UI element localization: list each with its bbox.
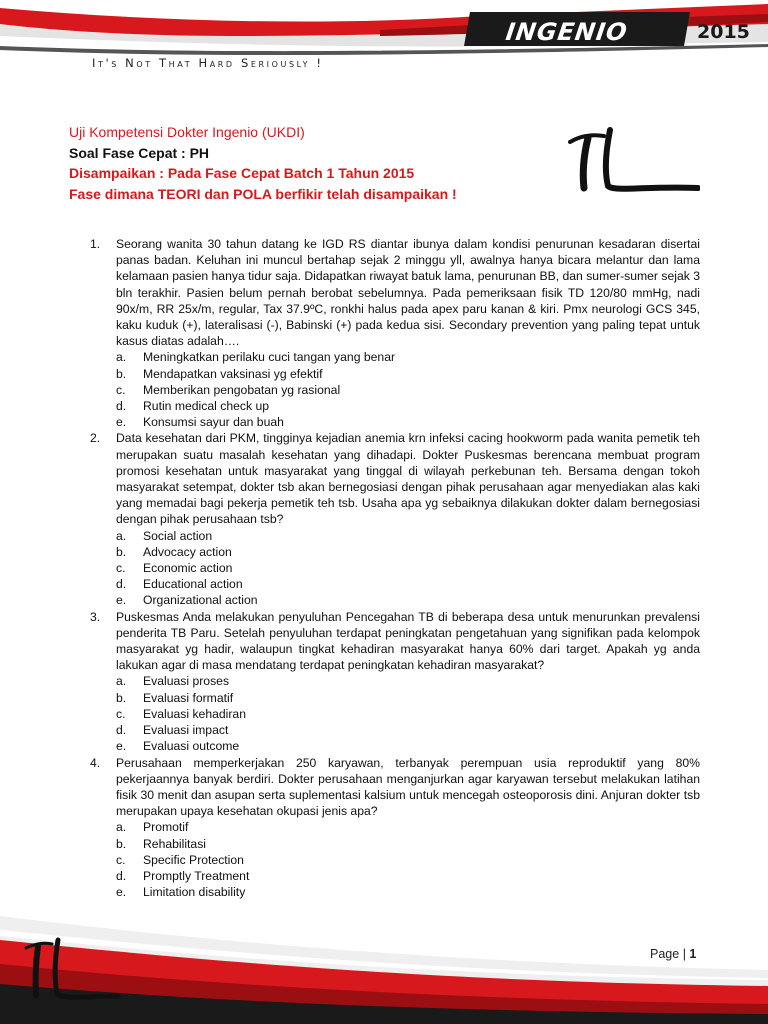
question-4 [90,755,700,901]
option-text: Promotif [143,820,189,835]
answer-options [116,349,700,430]
question-text: Data kesehatan dari PKM, tingginya kejadian anemia krn infeksi cacing hookworm pada wanita pemetik teh merupakan suatu masalah kesehatan yang dihadapi. Dokter Puskesmas berencana membuat program promosi kesehatan untuk masyarakat yang tinggal di wilayah perkebunan teh. Bersama dengan tokoh masyarakat setempat, dokter tsb akan bernegosiasi dengan pihak perusahaan agar menyediakan alas kaki yang memadai bagi pekerja pemetik teh tsb. Usaha apa yg sebaiknya dilakukan dokter dalam bernegosiasi dengan pihak perusahaan tsb? [116,431,700,527]
answer-option [116,414,700,430]
answer-option [116,706,700,722]
answer-option [116,576,700,592]
option-text: Social action [143,528,213,543]
answer-option [116,382,700,398]
option-text: Evaluasi outcome [143,739,240,754]
question-number: 1. [90,237,101,251]
option-text: Educational action [143,577,243,592]
option-letter: b. [116,366,127,381]
question-number: 3. [90,609,101,624]
option-text: Evaluasi formatif [143,690,234,705]
brand-year: 2015 [697,21,750,43]
tagline: It's Not That Hard Seriously ! [92,56,324,70]
answer-option [116,560,700,576]
answer-option [116,819,700,835]
option-letter: e. [116,593,127,608]
option-letter: d. [116,723,127,738]
exam-subtitle: Soal Fase Cepat : PH [69,144,210,161]
option-text: Evaluasi kehadiran [143,706,246,721]
page-number-value: 1 [689,947,697,961]
answer-options [116,673,700,754]
answer-option [116,398,700,414]
option-letter: c. [116,852,126,867]
option-text: Promptly Treatment [143,868,250,883]
exam-title: Uji Kompetensi Dokter Ingenio (UKDI) [69,124,305,140]
option-letter: a. [116,674,127,689]
option-letter: e. [116,739,127,754]
answer-option [116,592,700,608]
answer-option [116,884,700,900]
option-letter: c. [116,382,126,397]
option-letter: e. [116,415,127,430]
option-text: Organizational action [143,593,258,608]
footer-swoosh-art [0,900,768,1024]
answer-option [116,690,700,706]
answer-option [116,366,700,382]
question-text: Perusahaan memperkerjakan 250 karyawan, terbanyak perempuan usia reproduktif yang 80% pekerjaannya banyak berdiri. Dokter perusahaan menganjurkan agar karyawan tersebut melakukan latihan fisik 30 menit dan asupan serta suplementasi kalsium untuk mencegah osteoporosis dini. Anjuran dokter tsb merupakan upaya kesehatan okupasi jenis apa? [116,755,700,819]
exam-delivery-note: Disampaikan : Pada Fase Cepat Batch 1 Tahun 2015 [69,165,415,181]
option-text: Economic action [143,561,233,576]
exam-phase-note: Fase dimana TEORI dan POLA berfikir telah disampaikan ! [69,185,457,202]
page-word: Page [650,947,680,961]
option-letter: a. [116,350,127,365]
option-letter: b. [116,690,127,705]
question-number: 4. [90,755,101,770]
option-letter: a. [116,820,127,835]
option-letter: c. [116,706,126,721]
answer-option [116,722,700,738]
answer-option [116,528,700,544]
answer-option [116,544,700,560]
option-letter: e. [116,885,127,900]
option-text: Limitation disability [143,885,246,900]
option-text: Mendapatkan vaksinasi yg efektif [143,366,323,381]
option-text: Specific Protection [143,852,244,867]
question-list [90,236,700,900]
answer-option [116,852,700,868]
option-text: Rutin medical check up [143,399,269,414]
answer-option [116,738,700,754]
option-letter: a. [116,528,127,543]
answer-option [116,349,700,365]
option-text: Evaluasi impact [143,723,229,738]
brand-wordmark: INGENIO [504,18,630,46]
question-text: Puskesmas Anda melakukan penyuluhan Pencegahan TB di beberapa desa untuk menurunkan prevalensi penderita TB Paru. Setelah penyuluhan terdapat peningkatan pengetahuan yang signifikan pada kelompok masyarakat yg hadir, walaupun tingkat kehadiran masyarakat hanya 60% dari target. Apakah yg anda lakukan agar di masa mendatang terdapat peningkatan kehadiran masyarakat? [116,609,700,673]
answer-options [116,819,700,900]
answer-option [116,836,700,852]
option-letter: c. [116,561,126,576]
question-3 [90,609,700,755]
option-text: Evaluasi proses [143,674,230,689]
option-letter: b. [116,836,127,851]
option-letter: b. [116,544,127,559]
page-separator: | [682,947,686,961]
title-block [69,122,539,204]
answer-options [116,528,700,609]
page-number [650,947,696,961]
option-letter: d. [116,577,127,592]
answer-option [116,868,700,884]
option-letter: d. [116,399,127,414]
option-text: Advocacy action [143,544,232,559]
question-1 [90,236,700,430]
option-text: Rehabilitasi [143,836,207,851]
answer-option [116,673,700,689]
option-text: Meningkatkan perilaku cuci tangan yang benar [143,350,396,365]
question-text: Seorang wanita 30 tahun datang ke IGD RS diantar ibunya dalam kondisi penurunan kesadaran disertai panas badan. Keluhan ini muncul bertahap sejak 2 minggu yll, awalnya hanya bicara melantur dan lama kelamaan pasien hanya tidur saja. Didapatkan riwayat batuk lama, penurunan BB, dan sumer-sumer sejak 3 bln terakhir. Pasien belum pernah berobat sebelumnya. Pada pemeriksaan fisik TD 120/80 mmHg, nadi 90x/m, RR 25x/m, regular, Tax 37.9ºC, ronkhi halus pada apex paru kanan & kiri. Pmx neurologi GCS 345, kaku kuduk (+), lateralisasi (-), Babinski (+) pada kedua sisi. Secondary prevention yang paling tepat untuk kasus diatas adalah…. [116,237,700,349]
ingenio-logo-mark [566,126,700,196]
option-letter: d. [116,868,127,883]
option-text: Memberikan pengobatan yg rasional [143,382,341,397]
question-number: 2. [90,431,101,446]
option-text: Konsumsi sayur dan buah [143,415,284,430]
question-2 [90,430,700,608]
